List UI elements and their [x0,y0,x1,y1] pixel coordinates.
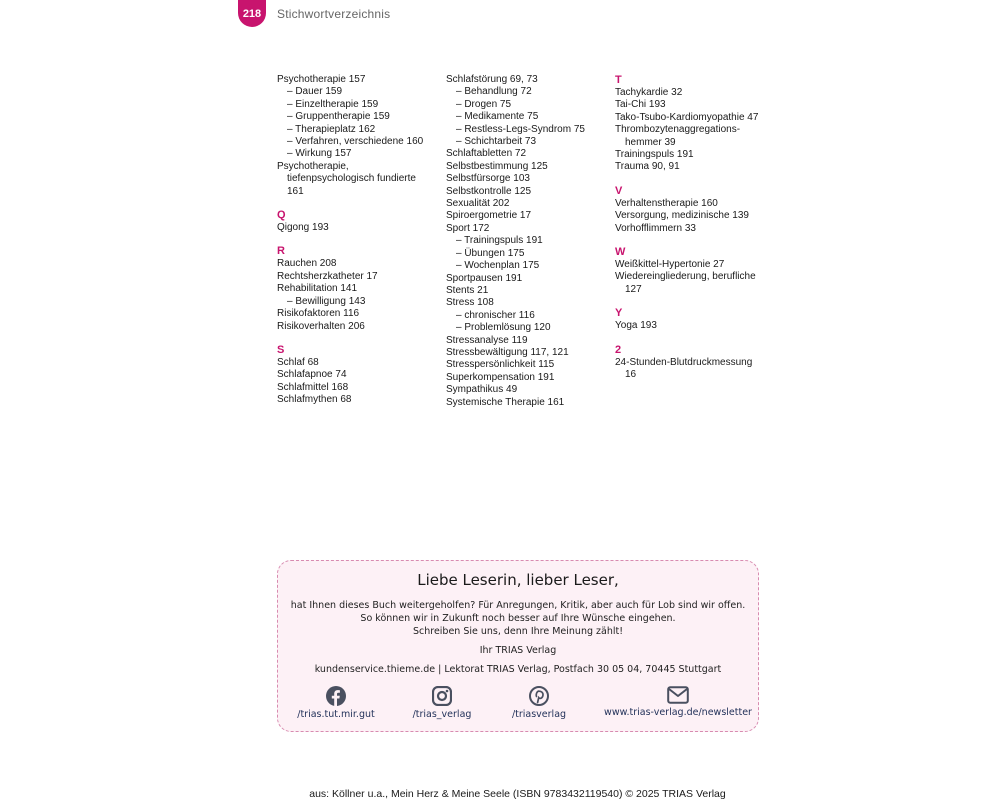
mail-icon [598,686,758,704]
index-section [277,74,442,198]
index-entry: – Schichtarbeit 73 [456,136,537,148]
index-entry: Selbstbestimmung 125 [446,160,548,172]
index-entry: Schlafmythen 68 [277,394,352,406]
index-section [615,185,775,235]
reader-box-line-1: hat Ihnen dieses Buch weitergeholfen? Für Anregungen, Kritik, aber auch für Lob sind wir offen. [290,600,746,611]
index-column-3 [615,74,775,393]
index-entry: 127 [625,283,642,295]
index-section [615,307,775,332]
index-entry: Wiedereingliederung, berufliche [615,271,756,283]
index-entry: Tako-Tsubo-Kardiomyopathie 47 [615,111,759,123]
reader-feedback-box [277,560,759,732]
index-section [615,246,775,296]
index-entry: hemmer 39 [625,136,676,148]
index-letter-heading: T [615,74,622,86]
social-label-pinterest: /triasverlag [511,709,567,720]
social-link-pinterest[interactable] [459,686,619,720]
reader-box-contact: kundenservice.thieme.de | Lektorat TRIAS Verlag, Postfach 30 05 04, 70445 Stuttgart [314,664,722,675]
index-entry: Tachykardie 32 [615,87,683,98]
index-entry: Sexualität 202 [446,198,510,210]
index-section [277,209,442,234]
index-entry: Thrombozytenaggregations- [615,124,741,136]
index-entry: – Medikamente 75 [456,111,539,123]
social-label-newsletter: www.trias-verlag.de/newsletter [604,707,752,718]
index-entry: Vorhofflimmern 33 [615,222,696,234]
index-entry: – Trainingspuls 191 [456,235,543,247]
source-footer: aus: Köllner u.a., Mein Herz & Meine Seele (ISBN 9783432119540) © 2025 TRIAS Verlag [309,788,726,800]
index-letter-heading: S [277,343,285,356]
index-entry: – Einzeltherapie 159 [287,98,379,110]
index-column-2 [446,74,611,420]
index-section [446,74,611,409]
index-entry: Superkompensation 191 [446,371,555,383]
index-entry: Stresspersönlichkeit 115 [446,359,555,371]
index-letter-heading: Q [277,209,286,222]
index-letter-heading: R [277,245,285,258]
index-entry: 16 [625,369,637,381]
index-entry: Rehabilitation 141 [277,283,358,295]
index-column-1 [277,74,442,418]
index-entry: Stressbewältigung 117, 121 [446,346,569,358]
index-entry: Trainingspuls 191 [615,149,694,161]
reader-box-signoff: Ihr TRIAS Verlag [479,645,557,656]
index-entry: – Dauer 159 [287,86,343,98]
index-letter-heading: W [615,246,626,259]
index-entry: Rechtsherzkatheter 17 [277,270,378,282]
index-entry: Yoga 193 [615,320,657,332]
index-entry: – Bewilligung 143 [287,295,366,307]
index-section [615,74,775,174]
index-entry: Tai-Chi 193 [615,99,666,111]
index-entry: – Problemlösung 120 [456,322,551,334]
index-entry: Risikoverhalten 206 [277,320,365,332]
index-entry: – Wochenplan 175 [456,260,540,272]
index-entry: – Übungen 175 [456,247,525,259]
index-entry: – Gruppentherapie 159 [287,111,390,123]
index-entry: Psychotherapie, [277,160,349,172]
index-entry: Risikofaktoren 116 [277,308,360,320]
index-entry: – Therapieplatz 162 [287,123,376,135]
index-entry: 24-Stunden-Blutdruckmessung [615,356,753,368]
index-entry: – Restless-Legs-Syndrom 75 [456,123,585,135]
index-entry: 161 [287,185,304,197]
reader-box-title: Liebe Leserin, lieber Leser, [417,571,619,589]
index-entry: Spiroergometrie 17 [446,210,532,222]
index-entry: Psychotherapie 157 [277,74,366,85]
index-letter-heading: Y [615,307,623,320]
index-entry: Stress 108 [446,297,494,309]
index-entry: Selbstfürsorge 103 [446,173,530,185]
index-entry: Schlaf 68 [277,356,319,368]
index-entry: Schlafapnoe 74 [277,369,347,381]
running-head: Stichwortverzeichnis [277,7,391,21]
social-label-instagram: /trias_verlag [412,709,472,720]
index-entry: Stents 21 [446,284,489,296]
index-entry: Trauma 90, 91 [615,161,680,173]
index-entry: Systemische Therapie 161 [446,396,565,408]
reader-box-line-3: Schreiben Sie uns, denn Ihre Meinung zählt! [412,626,624,637]
index-entry: tiefenpsychologisch fundierte [287,173,416,185]
index-entry: Qigong 193 [277,222,329,234]
index-entry: Stressanalyse 119 [446,334,528,346]
index-letter-heading: 2 [615,343,622,356]
index-entry: Schlaftabletten 72 [446,148,527,160]
page-number: 218 [238,0,266,27]
index-entry: Schlafstörung 69, 73 [446,74,538,85]
index-entry: – Behandlung 72 [456,86,532,98]
index-entry: Verhaltenstherapie 160 [615,197,718,209]
index-entry: – Drogen 75 [456,98,512,110]
index-entry: Sympathikus 49 [446,384,518,396]
reader-box-line-2: So können wir in Zukunft noch besser auf Ihre Wünsche eingehen. [360,613,676,624]
index-entry: Weißkittel-Hypertonie 27 [615,259,725,271]
index-entry: – chronischer 116 [456,309,535,321]
index-entry: Versorgung, medizinische 139 [615,210,749,222]
index-section [277,344,442,407]
pinterest-icon [459,686,619,706]
index-entry: Schlafmittel 168 [277,381,349,393]
index-section [615,344,775,382]
index-entry: Sport 172 [446,222,490,234]
social-link-newsletter[interactable] [598,686,758,718]
index-entry: – Verfahren, verschiedene 160 [287,136,424,148]
index-entry: Sportpausen 191 [446,272,523,284]
index-entry: Rauchen 208 [277,258,337,270]
index-entry: – Wirkung 157 [287,148,352,160]
index-section [277,245,442,332]
index-entry: Selbstkontrolle 125 [446,185,532,197]
index-letter-heading: V [615,184,623,197]
social-label-facebook: /trias.tut.mir.gut [297,709,375,720]
